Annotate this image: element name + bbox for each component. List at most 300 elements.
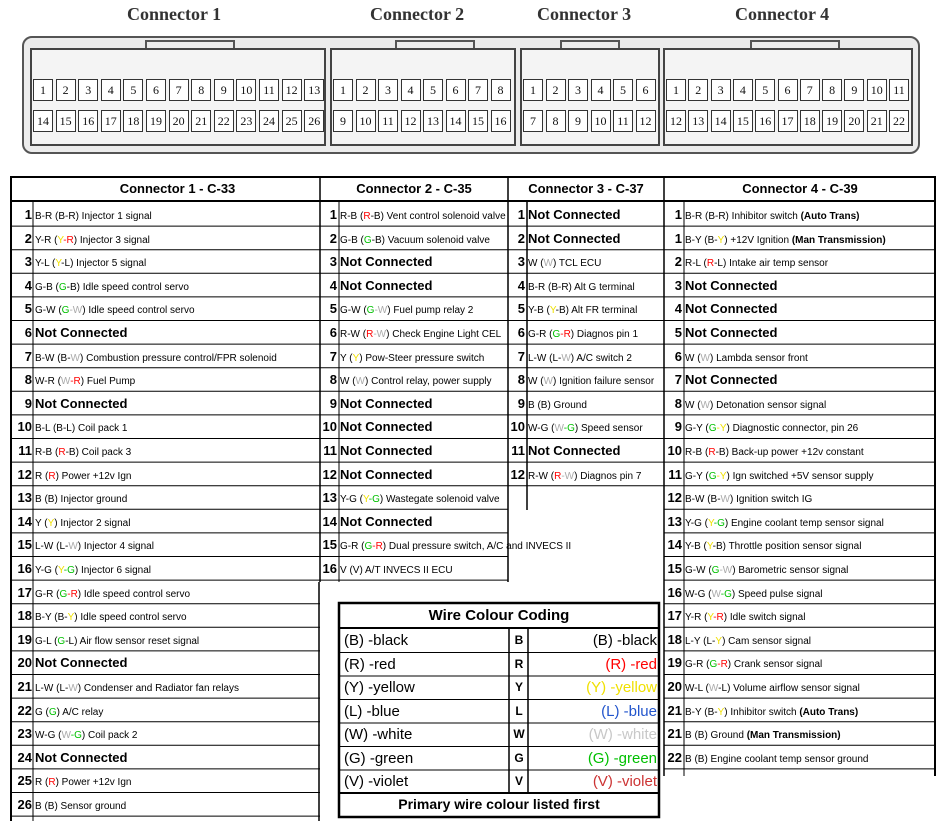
pin-description: R-B (R-B) Vent control solenoid valve	[340, 211, 506, 222]
pin-row	[509, 274, 663, 297]
legend-name: (L) -blue	[344, 702, 400, 720]
pin-number: 17	[17, 584, 32, 600]
pin: 3	[378, 79, 398, 101]
legend-code: B	[514, 633, 524, 647]
pin-description: R-B (R-B) Coil pack 3	[35, 447, 132, 458]
pin-description: Y (Y) Pow-Steer pressure switch	[340, 352, 485, 364]
pin: 17	[778, 110, 798, 132]
pin-row	[12, 321, 318, 344]
pin-row	[665, 368, 935, 391]
pin-number: 4	[24, 277, 32, 293]
pin-number: 5	[674, 325, 682, 340]
pin-number: 22	[667, 749, 682, 765]
pin-description: W-L (W-L) Volume airflow sensor signal	[685, 683, 860, 694]
pin-description: G-B (G-B) Vacuum solenoid valve	[340, 234, 490, 246]
pin-description: Not Connected	[528, 443, 621, 458]
pin-description: G-R (G-R) Dual pressure switch, A/C and INVECS II	[340, 541, 572, 553]
pin-number: 16	[667, 584, 682, 600]
pin: 12	[636, 110, 656, 132]
pin-number: 11	[18, 443, 32, 458]
pin-description: B-Y (B-Y) Idle speed control servo	[35, 612, 187, 624]
pin-row	[12, 651, 318, 674]
pin-number: 5	[329, 301, 337, 317]
pin-description: G-W (G-W) Idle speed control servo	[35, 305, 195, 317]
pin-number: 10	[510, 419, 525, 435]
pin: 3	[568, 79, 588, 101]
pin-row	[12, 274, 318, 297]
pin: 4	[591, 79, 611, 101]
pin: 14	[446, 110, 466, 132]
legend-colour-sample: (W) -white	[588, 726, 657, 743]
pin-description: W-G (W-G) Speed sensor	[528, 423, 643, 435]
connector-3-title: Connector 3	[537, 4, 632, 24]
pin: 15	[468, 110, 488, 132]
pin: 12	[401, 110, 421, 132]
pin-number: 8	[517, 372, 525, 388]
pin-number: 22	[17, 702, 32, 718]
pin-number: 16	[17, 561, 32, 576]
pin-number: 10	[667, 443, 682, 458]
pin-number: 11	[668, 466, 682, 482]
pin-description: B-R (B-R) Inhibitor switch (Auto Trans)	[685, 211, 860, 222]
pin-row	[665, 651, 935, 674]
pin-row	[665, 250, 935, 273]
connector-1-title: Connector 1	[127, 4, 222, 24]
pin-row	[12, 368, 318, 391]
legend-colour-sample: (R) -red	[605, 655, 657, 673]
pin-number: 6	[674, 348, 682, 364]
pin-number: 21	[667, 702, 682, 718]
pin: 16	[78, 110, 98, 132]
pin: 16	[755, 110, 775, 132]
pin-row	[321, 392, 507, 415]
pin-number: 8	[24, 372, 32, 388]
pin-row	[12, 628, 318, 651]
legend-colour-sample: (V) -violet	[592, 773, 657, 790]
pin-row	[321, 274, 507, 297]
pin: 22	[889, 110, 909, 132]
pin-description: B-W (B-W) Ignition switch IG	[685, 494, 813, 506]
pin: 1	[33, 79, 53, 101]
pin-number: 14	[667, 537, 682, 553]
legend-code: R	[514, 656, 524, 671]
pin-row	[665, 203, 935, 226]
pin-number: 4	[517, 277, 525, 293]
pin-number: 10	[17, 419, 32, 435]
pin-description: L-Y (L-Y) Cam sensor signal	[685, 635, 811, 647]
pin-description: Not Connected	[340, 513, 433, 529]
pin-row	[12, 415, 318, 438]
pin-number: 5	[517, 301, 525, 317]
pin-number: 2	[674, 254, 682, 270]
pin-number: 2	[329, 230, 337, 246]
pin-description: G-L (G-L) Air flow sensor reset signal	[35, 635, 200, 647]
pin-number: 13	[17, 490, 32, 506]
pin-number: 25	[17, 773, 32, 789]
pin: 26	[304, 110, 324, 132]
pin-description: Not Connected	[340, 277, 433, 293]
pin-description: Not Connected	[340, 395, 433, 411]
pin-row	[321, 510, 507, 533]
connector-4-title: Connector 4	[735, 4, 830, 24]
pin-row	[509, 297, 663, 320]
pin-description: B (B) Ground	[528, 399, 587, 411]
pin: 11	[378, 110, 398, 132]
pin-row	[665, 297, 935, 320]
pin-description: V (V) A/T INVECS II ECU	[340, 565, 453, 576]
header-connector-1: Connector 1 - C-33	[119, 181, 236, 196]
pin-description: B (B) Injector ground	[35, 494, 128, 506]
pin-row	[12, 486, 318, 509]
pin-description: G-W (G-W) Fuel pump relay 2	[340, 305, 474, 317]
pin-row	[12, 439, 318, 462]
pin-description: W (W) Lambda sensor front	[685, 352, 808, 364]
pin-description: Y-L (Y-L) Injector 5 signal	[35, 258, 147, 270]
pin: 12	[282, 79, 302, 101]
pin-row	[321, 203, 507, 226]
pin: 6	[636, 79, 656, 101]
pin: 14	[33, 110, 53, 132]
pin-row	[12, 227, 318, 250]
pin-number: 9	[24, 395, 32, 411]
legend-footer: Primary wire colour listed first	[398, 796, 600, 812]
pin-number: 10	[322, 419, 337, 435]
pin-description: L-W (L-W) A/C switch 2	[528, 352, 632, 364]
pin-row	[509, 345, 663, 368]
pin: 10	[591, 110, 611, 132]
pin-number: 9	[329, 395, 337, 411]
pin-description: Not Connected	[685, 301, 778, 317]
pin-description: Not Connected	[35, 395, 128, 411]
pin-number: 1	[24, 207, 32, 222]
pin-description: R-B (R-B) Back-up power +12v constant	[685, 447, 864, 458]
pin: 18	[800, 110, 820, 132]
pin-description: Y-B (Y-B) Throttle position sensor signal	[685, 541, 862, 553]
pin: 5	[123, 79, 143, 101]
pin-number: 19	[17, 631, 32, 647]
legend-code: W	[513, 727, 525, 741]
pin-description: Not Connected	[685, 277, 778, 293]
pin-number: 2	[517, 230, 525, 246]
pin-row	[12, 581, 318, 604]
pin: 19	[822, 110, 842, 132]
pin: 11	[613, 110, 633, 132]
pin: 9	[214, 79, 234, 101]
pin: 6	[446, 79, 466, 101]
pin-description: Not Connected	[685, 325, 778, 340]
pin: 5	[423, 79, 443, 101]
pin-row	[509, 321, 663, 344]
pin-row	[12, 297, 318, 320]
pin-row	[12, 533, 318, 556]
pin-number: 12	[17, 466, 32, 482]
pin-description: B (B) Engine coolant temp sensor ground	[685, 753, 869, 765]
pin: 22	[214, 110, 234, 132]
pin-number: 8	[674, 395, 682, 411]
pin-description: Not Connected	[35, 325, 128, 340]
pin-number: 7	[329, 348, 337, 364]
pin-row	[12, 203, 318, 226]
header-connector-2: Connector 2 - C-35	[356, 181, 472, 196]
pin-row	[321, 227, 507, 250]
pin: 2	[546, 79, 566, 101]
pin-number: 12	[322, 466, 337, 482]
pin-number: 6	[329, 325, 337, 340]
pin-row	[509, 368, 663, 391]
pin-row	[665, 746, 935, 769]
pin-number: 3	[329, 254, 337, 270]
pin: 1	[523, 79, 543, 101]
pin-description: W (W) Detonation sensor signal	[685, 399, 827, 411]
pin: 4	[401, 79, 421, 101]
pin-row	[665, 675, 935, 698]
pin-row	[665, 533, 935, 556]
pin: 4	[733, 79, 753, 101]
pin: 25	[282, 110, 302, 132]
pin-description: B (B) Ground (Man Transmission)	[685, 730, 841, 742]
pin-row	[665, 345, 935, 368]
legend-name: (W) -white	[344, 726, 413, 743]
pin: 13	[304, 79, 324, 101]
pin-row	[665, 628, 935, 651]
pin-number: 18	[667, 631, 682, 647]
legend-code: L	[515, 703, 523, 718]
pin: 6	[778, 79, 798, 101]
connector-2-title: Connector 2	[370, 4, 465, 24]
pin-row	[12, 250, 318, 273]
pin-number: 8	[329, 372, 337, 388]
pin-description: B-W (B-W) Combustion pressure control/FPR solenoid	[35, 352, 277, 364]
legend-colour-sample: (B) -black	[592, 632, 657, 649]
pin-row	[509, 439, 663, 462]
pin-description: W (W) Ignition failure sensor	[528, 376, 655, 388]
legend-title: Wire Colour Coding	[428, 607, 570, 624]
legend-name: (G) -green	[344, 749, 414, 767]
pin-number: 12	[510, 466, 525, 482]
pin: 7	[800, 79, 820, 101]
pin-number: 3	[674, 277, 682, 293]
pin-description: B-R (B-R) Injector 1 signal	[35, 211, 152, 222]
pin-description: Y-G (Y-G) Engine coolant temp sensor signal	[685, 517, 884, 529]
pin-number: 15	[17, 537, 32, 553]
pin-row	[321, 557, 507, 580]
pin-number: 12	[667, 490, 682, 506]
pin: 13	[423, 110, 443, 132]
pin-number: 3	[24, 254, 32, 270]
pin-description: Not Connected	[35, 655, 128, 671]
pin-row	[509, 250, 663, 273]
pin-description: G-B (G-B) Idle speed control servo	[35, 281, 189, 293]
pin-description: G-Y (G-Y) Ign switched +5V sensor supply	[685, 470, 874, 482]
pin: 7	[523, 110, 543, 132]
pin: 8	[191, 79, 211, 101]
pin: 9	[568, 110, 588, 132]
pin: 1	[333, 79, 353, 101]
pin: 9	[333, 110, 353, 132]
pin-number: 3	[517, 254, 525, 270]
legend-name: (R) -red	[344, 655, 396, 673]
pin: 21	[191, 110, 211, 132]
pin-row	[665, 581, 935, 604]
pin-row	[12, 463, 318, 486]
pin-description: R (R) Power +12v Ign	[35, 777, 132, 789]
pin-number: 26	[17, 797, 32, 812]
pin-row	[12, 746, 318, 769]
pin-number: 6	[24, 325, 32, 340]
pin-number: 20	[667, 679, 682, 694]
pin: 3	[711, 79, 731, 101]
pin: 1	[666, 79, 686, 101]
pin: 21	[867, 110, 887, 132]
pin-row	[665, 463, 935, 486]
pin-description: Not Connected	[528, 207, 621, 222]
pin: 17	[101, 110, 121, 132]
pin-number: 21	[667, 726, 682, 742]
pin-description: W (W) Control relay, power supply	[340, 376, 492, 388]
pin-description: W-R (W-R) Fuel Pump	[35, 376, 136, 388]
pin: 2	[356, 79, 376, 101]
pin-description: L-W (L-W) Condenser and Radiator fan relays	[35, 683, 239, 694]
pin: 4	[101, 79, 121, 101]
pin: 15	[733, 110, 753, 132]
pin-number: 17	[667, 608, 682, 624]
pin-row	[12, 392, 318, 415]
pin-number: 20	[17, 655, 32, 671]
pin: 8	[546, 110, 566, 132]
pin-description: B-Y (B-Y) +12V Ignition (Man Transmission)	[685, 234, 886, 246]
pin: 11	[889, 79, 909, 101]
pin-description: G-R (G-R) Diagnos pin 1	[528, 329, 639, 340]
pin: 10	[867, 79, 887, 101]
legend-colour-sample: (G) -green	[587, 749, 657, 767]
header-connector-4: Connector 4 - C-39	[742, 181, 858, 196]
pin: 2	[56, 79, 76, 101]
legend-name: (V) -violet	[344, 773, 409, 790]
pin-row	[509, 463, 663, 486]
pin-number: 19	[667, 655, 682, 671]
pin-description: L-W (L-W) Injector 4 signal	[35, 541, 154, 553]
pin-row	[665, 439, 935, 462]
pin-number: 16	[322, 561, 337, 576]
pin-number: 7	[24, 348, 32, 364]
pin-row	[509, 392, 663, 415]
pin-row	[665, 604, 935, 627]
header-connector-3: Connector 3 - C-37	[528, 181, 644, 196]
pin-description: G-Y (G-Y) Diagnostic connector, pin 26	[685, 423, 859, 435]
pin-description: W-G (W-G) Coil pack 2	[35, 730, 138, 742]
legend-name: (B) -black	[344, 632, 409, 649]
legend-code: V	[514, 774, 523, 788]
pin-row	[321, 321, 507, 344]
pin: 15	[56, 110, 76, 132]
pin-number: 11	[323, 443, 337, 458]
pin-number: 13	[322, 490, 337, 506]
pin: 14	[711, 110, 731, 132]
pin-row	[509, 415, 663, 438]
legend-colour-sample: (L) -blue	[601, 702, 657, 720]
pin: 10	[356, 110, 376, 132]
pin-row	[665, 392, 935, 415]
pin-description: Not Connected	[528, 230, 621, 246]
pin-number: 24	[17, 749, 32, 765]
pin-number: 9	[674, 419, 682, 435]
pin-row	[12, 722, 318, 745]
pin: 18	[123, 110, 143, 132]
pin-description: Not Connected	[340, 419, 433, 435]
pin: 9	[844, 79, 864, 101]
pin: 7	[169, 79, 189, 101]
pin-row	[321, 415, 507, 438]
pin-description: Y-B (Y-B) Alt FR terminal	[528, 305, 638, 317]
pin-row	[12, 675, 318, 698]
pin-row	[321, 345, 507, 368]
pin: 3	[78, 79, 98, 101]
pin-row	[665, 227, 935, 250]
pin-description: B (B) Sensor ground	[35, 801, 127, 812]
pin-number: 2	[24, 230, 32, 246]
pin-number: 7	[674, 372, 682, 388]
pin: 16	[491, 110, 511, 132]
pin: 5	[613, 79, 633, 101]
pin-description: R-L (R-L) Intake air temp sensor	[685, 258, 829, 270]
pin-description: R-W (R-W) Diagnos pin 7	[528, 470, 642, 482]
pin-description: Not Connected	[340, 466, 433, 482]
pin-row	[665, 486, 935, 509]
pin-number: 4	[329, 277, 337, 293]
pin-number: 23	[17, 726, 32, 742]
legend-code: Y	[514, 680, 523, 694]
pin-number: 6	[517, 325, 525, 340]
pin-description: Not Connected	[340, 254, 433, 270]
pin-description: Y-G (Y-G) Injector 6 signal	[35, 565, 151, 576]
pin: 10	[236, 79, 256, 101]
pin: 6	[146, 79, 166, 101]
pin: 7	[468, 79, 488, 101]
pin-row	[321, 368, 507, 391]
pin: 5	[755, 79, 775, 101]
pin-row	[665, 510, 935, 533]
pin-number: 21	[17, 679, 32, 694]
pin-description: Not Connected	[340, 443, 433, 458]
pin-row	[321, 533, 572, 556]
pin-row	[665, 415, 935, 438]
pin-row	[12, 604, 318, 627]
pin-description: B-Y (B-Y) Inhibitor switch (Auto Trans)	[685, 706, 859, 718]
pin-row	[665, 699, 935, 722]
pin-row	[665, 274, 935, 297]
pin-description: G-W (G-W) Barometric sensor signal	[685, 565, 849, 576]
pin-number: 1	[674, 230, 682, 246]
pin: 20	[844, 110, 864, 132]
pin-number: 1	[329, 207, 337, 222]
pin-row	[321, 297, 507, 320]
pin: 12	[666, 110, 686, 132]
pin-description: Y (Y) Injector 2 signal	[35, 517, 131, 529]
pin-row	[12, 345, 318, 368]
pin-row	[321, 486, 507, 509]
pin-row	[509, 203, 663, 226]
pin-description: G-R (G-R) Idle speed control servo	[35, 588, 191, 600]
pin-number: 5	[24, 301, 32, 317]
pin: 8	[491, 79, 511, 101]
pin-description: W-G (W-G) Speed pulse signal	[685, 588, 823, 600]
pin-row	[12, 557, 318, 580]
pin-number: 11	[511, 443, 525, 458]
pin-description: Y-R (Y-R) Idle switch signal	[685, 612, 806, 624]
pin-row	[509, 227, 663, 250]
pin: 11	[259, 79, 279, 101]
pin-number: 1	[517, 207, 525, 222]
